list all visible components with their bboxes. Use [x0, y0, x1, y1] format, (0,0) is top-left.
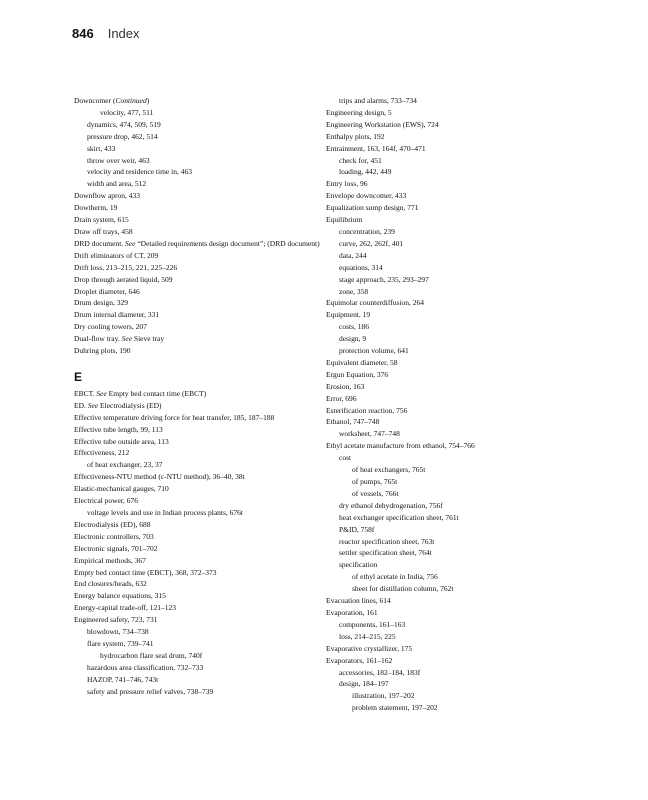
index-entry: Drum design, 329: [74, 298, 128, 308]
header-title: Index: [107, 26, 140, 41]
index-entry: design, 184–197: [339, 679, 389, 689]
index-entry: Effective tube outside area, 113: [74, 436, 169, 446]
index-entry: equations, 314: [339, 262, 383, 272]
index-entry: concentration, 239: [339, 226, 395, 236]
index-entry: sheet for distillation column, 762t: [352, 584, 454, 594]
index-entry: zone, 358: [339, 286, 369, 296]
index-entry: Drift eliminators of CT, 209: [74, 250, 159, 260]
index-entry: loss, 214–215, 225: [339, 631, 396, 641]
index-entry: safety and pressure relief valves, 738–739: [87, 686, 214, 696]
index-entry: problem statement, 197–202: [352, 703, 438, 713]
index-entry: Dry cooling towers, 207: [74, 322, 147, 332]
index-entry: pressure drop, 462, 514: [87, 131, 158, 141]
index-entry: Downflow apron, 433: [74, 191, 141, 201]
index-entry: trips and alarms, 733–734: [339, 96, 417, 105]
index-entry: Ethanol, 747–748: [326, 417, 380, 427]
index-entry: Dual-flow tray. See Sieve tray: [74, 334, 165, 344]
index-entry: End closures/heads, 632: [74, 579, 147, 589]
index-entry: hazardous area classification, 732–733: [87, 662, 204, 672]
index-entry: Drum internal diameter, 331: [74, 310, 160, 320]
index-entry: Effectiveness-NTU method (ε-NTU method), 36–40, 38t: [74, 472, 245, 482]
index-entry: Engineered safety, 723, 731: [74, 615, 158, 625]
index-column-left: [74, 95, 320, 698]
index-entry: Elastic-mechanical gauges, 710: [74, 484, 169, 494]
index-entry: dynamics, 474, 509, 519: [87, 119, 161, 129]
index-entry: Downcomer (Continued): [74, 96, 150, 105]
index-entry: specification: [339, 560, 378, 570]
index-entry: Entry loss, 96: [326, 179, 368, 189]
index-entry: Evaporative crystallizer, 175: [326, 643, 413, 653]
index-entry: Empty bed contact time (EBCT), 368, 372–373: [74, 567, 217, 577]
index-group-d: [74, 95, 320, 357]
index-entry: loading, 442, 449: [339, 167, 392, 177]
index-entry: design, 9: [339, 334, 367, 344]
index-entry: stage approach, 235, 293–297: [339, 274, 429, 284]
index-entry: check for, 451: [339, 155, 382, 165]
index-entry: Drain system, 615: [74, 215, 129, 225]
index-entry: velocity and residence time in, 463: [87, 167, 192, 177]
index-entry: worksheet, 747–748: [339, 429, 400, 439]
index-entry: Effective tube length, 99, 113: [74, 424, 163, 434]
index-entry: blowdown, 734–738: [87, 627, 149, 637]
index-entry: Engineering Workstation (EWS), 724: [326, 119, 439, 129]
index-entry: Engineering design, 5: [326, 107, 392, 117]
index-entry: Energy balance equations, 315: [74, 591, 166, 601]
index-entry: voltage levels and use in Indian process plants, 676t: [87, 508, 244, 517]
index-entry: Esterification reaction, 756: [326, 405, 408, 415]
index-entry: Electrical power, 676: [74, 496, 139, 506]
index-entry: Erosion, 163: [326, 381, 365, 391]
index-entry: Electronic controllers, 703: [74, 531, 154, 541]
index-entry: skirt, 433: [87, 143, 116, 153]
index-group-e-continued: [326, 95, 572, 714]
index-entry: curve, 262, 262f, 401: [339, 238, 404, 248]
index-entry: Drift loss, 213–215, 221, 225–226: [74, 262, 178, 272]
index-entry: cost: [339, 453, 352, 463]
index-entry: Effective temperature driving force for heat transfer, 185, 187–188: [74, 412, 275, 422]
index-entry: illustration, 197–202: [352, 691, 415, 701]
index-entry: Empirical methods, 367: [74, 555, 146, 565]
index-entry: Evacuation lines, 614: [326, 596, 391, 606]
index-entry: hydrocarbon flare seal drum, 740f: [100, 650, 203, 660]
page-header: [72, 26, 140, 42]
index-entry: Dowtherm, 19: [74, 203, 118, 213]
index-entry: EBCT. See Empty bed contact time (EBCT): [74, 388, 207, 398]
index-entry: throw over weir, 463: [87, 155, 150, 165]
index-entry: Duhring plots, 190: [74, 346, 131, 356]
index-entry: velocity, 477, 511: [100, 107, 154, 117]
index-entry: of ethyl acetate in India, 756: [352, 572, 438, 582]
index-entry: Entrainment, 163, 164f, 470–471: [326, 143, 426, 153]
index-entry: settler specification sheet, 764t: [339, 548, 432, 558]
index-entry: HAZOP, 741–746, 743t: [87, 674, 159, 684]
index-entry: of pumps, 765t: [352, 477, 398, 486]
index-entry: costs, 186: [339, 322, 369, 332]
index-column-right: [326, 95, 572, 714]
index-entry: data, 244: [339, 250, 367, 260]
index-entry: Equivalent diameter, 58: [326, 357, 398, 367]
index-entry: protection volume, 641: [339, 346, 409, 356]
section-gap: [74, 357, 320, 369]
index-entry: Ergun Equation, 376: [326, 369, 389, 379]
index-entry: of heat exchanger, 23, 37: [87, 460, 163, 470]
index-group-e: [74, 388, 320, 698]
index-entry: Enthalpy plots, 192: [326, 131, 385, 141]
index-entry: Effectiveness, 212: [74, 448, 130, 458]
index-entry: reactor specification sheet, 763t: [339, 536, 435, 546]
index-entry: of heat exchangers, 765t: [352, 465, 426, 475]
index-entry: Drop through aerated liquid, 509: [74, 274, 173, 284]
index-entry: Equilibrium: [326, 215, 363, 225]
index-entry: P&ID, 758f: [339, 524, 375, 534]
index-entry: Evaporators, 161–162: [326, 655, 393, 665]
page-number: 846: [72, 26, 94, 41]
index-entry: Electrodialysis (ED), 688: [74, 519, 151, 529]
index-entry: Electronic signals, 701–702: [74, 543, 158, 553]
index-entry: Droplet diameter, 646: [74, 286, 140, 296]
index-entry: Equipment, 19: [326, 310, 371, 320]
index-entry: ED. See Electrodialysis (ED): [74, 400, 162, 410]
index-entry: Equimolar counterdiffusion, 264: [326, 298, 424, 308]
index-entry: accessories, 182–184, 183f: [339, 667, 421, 677]
index-entry: Error, 696: [326, 393, 357, 403]
index-entry: of vessels, 766t: [352, 488, 399, 498]
index-entry: Ethyl acetate manufacture from ethanol, 754–766: [326, 441, 475, 451]
index-entry: flare system, 739–741: [87, 638, 154, 648]
index-entry: Energy-capital trade-off, 121–123: [74, 603, 176, 613]
index-entry: dry ethanol dehydrogenation, 756f: [339, 500, 443, 510]
index-entry: DRD document. See “Detailed requirements design document”; (DRD document): [74, 238, 320, 248]
index-entry: Equalization sump design, 771: [326, 203, 419, 213]
index-entry: Draw off trays, 458: [74, 226, 133, 236]
index-entry: heat exchanger specification sheet, 761t: [339, 512, 459, 522]
index-entry: components, 161–163: [339, 619, 406, 629]
index-entry: Envelope downcomer, 433: [326, 191, 407, 201]
index-entry: Evaporation, 161: [326, 607, 378, 617]
section-letter: E: [74, 369, 83, 384]
index-entry: width and area, 512: [87, 179, 147, 189]
